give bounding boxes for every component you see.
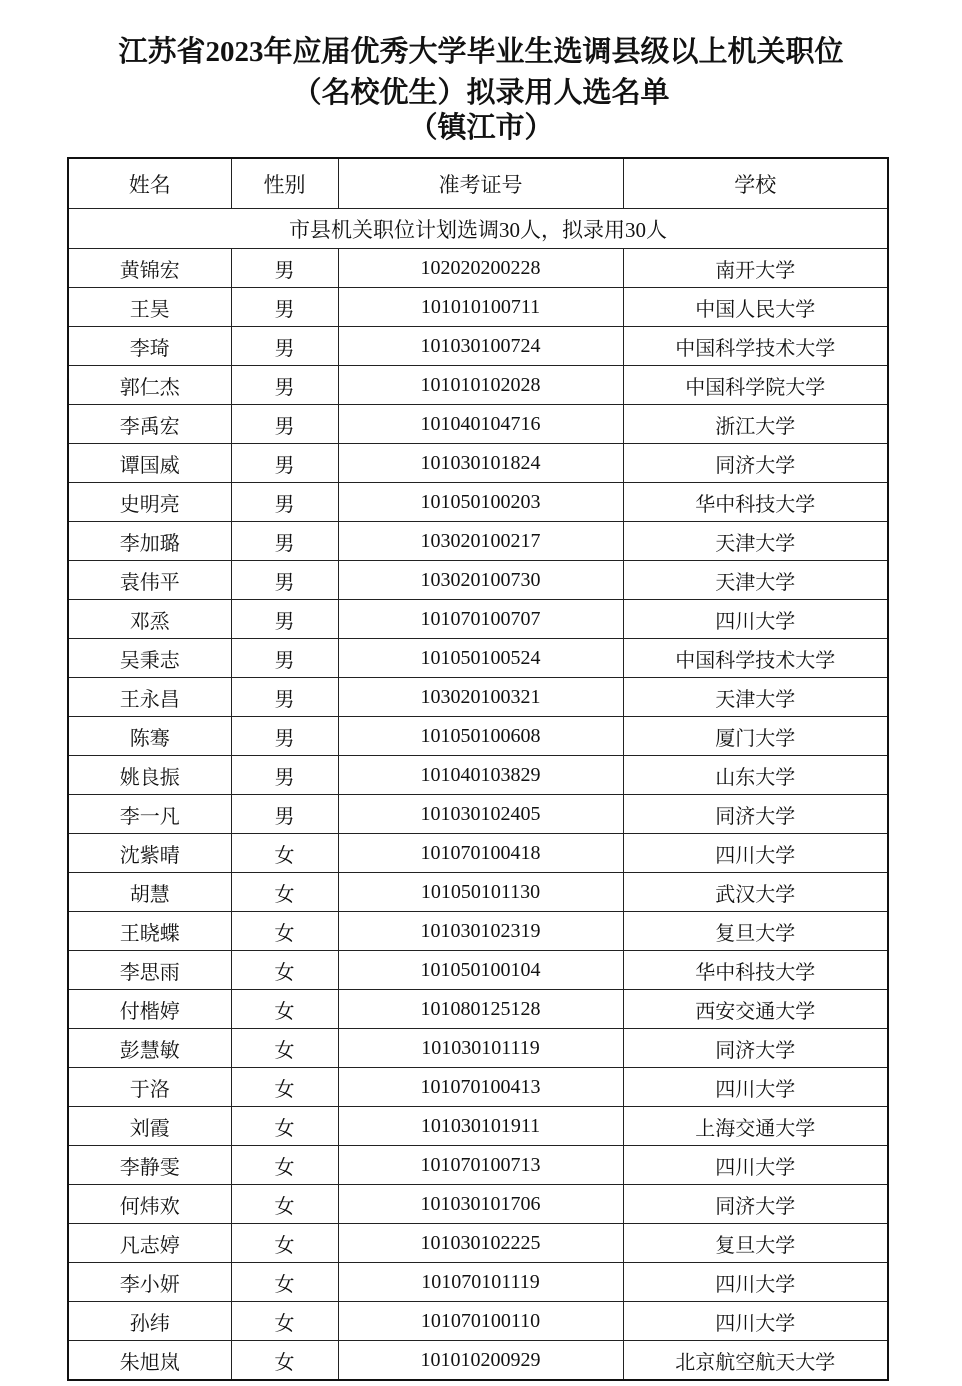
exam-id-cell: 101070100413 bbox=[338, 1068, 623, 1107]
table-row bbox=[68, 366, 888, 405]
table-row bbox=[68, 405, 888, 444]
exam-id-cell: 101030102319 bbox=[338, 912, 623, 951]
exam-id-cell: 101080125128 bbox=[338, 990, 623, 1029]
gender-cell: 男 bbox=[231, 561, 338, 600]
school-cell: 西安交通大学 bbox=[623, 990, 888, 1029]
table-row bbox=[68, 483, 888, 522]
section-label: 市县机关职位计划选调30人，拟录用30人 bbox=[68, 209, 888, 249]
name-cell: 付楷婷 bbox=[68, 990, 231, 1029]
gender-cell: 男 bbox=[231, 756, 338, 795]
gender-cell: 女 bbox=[231, 1224, 338, 1263]
table-row bbox=[68, 561, 888, 600]
table-row bbox=[68, 1107, 888, 1146]
exam-id-cell: 101010200929 bbox=[338, 1341, 623, 1381]
name-cell: 凡志婷 bbox=[68, 1224, 231, 1263]
gender-cell: 女 bbox=[231, 1146, 338, 1185]
gender-cell: 男 bbox=[231, 639, 338, 678]
name-cell: 姚良振 bbox=[68, 756, 231, 795]
name-cell: 彭慧敏 bbox=[68, 1029, 231, 1068]
name-cell: 谭国威 bbox=[68, 444, 231, 483]
table-row bbox=[68, 1029, 888, 1068]
name-cell: 陈骞 bbox=[68, 717, 231, 756]
gender-cell: 女 bbox=[231, 1263, 338, 1302]
table-row bbox=[68, 990, 888, 1029]
table-row bbox=[68, 1146, 888, 1185]
name-cell: 李小妍 bbox=[68, 1263, 231, 1302]
gender-cell: 女 bbox=[231, 834, 338, 873]
exam-id-cell: 101030102225 bbox=[338, 1224, 623, 1263]
school-cell: 同济大学 bbox=[623, 444, 888, 483]
gender-cell: 男 bbox=[231, 600, 338, 639]
table-row bbox=[68, 1263, 888, 1302]
school-cell: 四川大学 bbox=[623, 1068, 888, 1107]
candidate-table bbox=[67, 157, 889, 1381]
school-cell: 四川大学 bbox=[623, 834, 888, 873]
name-cell: 李一凡 bbox=[68, 795, 231, 834]
gender-cell: 女 bbox=[231, 912, 338, 951]
gender-cell: 女 bbox=[231, 1185, 338, 1224]
name-cell: 李思雨 bbox=[68, 951, 231, 990]
table-row bbox=[68, 834, 888, 873]
school-cell: 中国人民大学 bbox=[623, 288, 888, 327]
exam-id-cell: 101030101824 bbox=[338, 444, 623, 483]
school-cell: 同济大学 bbox=[623, 795, 888, 834]
gender-cell: 男 bbox=[231, 522, 338, 561]
school-cell: 四川大学 bbox=[623, 1263, 888, 1302]
school-cell: 天津大学 bbox=[623, 561, 888, 600]
name-cell: 王永昌 bbox=[68, 678, 231, 717]
school-cell: 北京航空航天大学 bbox=[623, 1341, 888, 1381]
school-cell: 四川大学 bbox=[623, 1302, 888, 1341]
header-school: 学校 bbox=[623, 158, 888, 209]
exam-id-cell: 103020100321 bbox=[338, 678, 623, 717]
table-body bbox=[68, 209, 888, 1381]
name-cell: 刘霞 bbox=[68, 1107, 231, 1146]
gender-cell: 男 bbox=[231, 678, 338, 717]
gender-cell: 男 bbox=[231, 483, 338, 522]
table-row bbox=[68, 600, 888, 639]
exam-id-cell: 103020100730 bbox=[338, 561, 623, 600]
exam-id-cell: 101050100608 bbox=[338, 717, 623, 756]
table-row bbox=[68, 327, 888, 366]
school-cell: 四川大学 bbox=[623, 600, 888, 639]
table-row bbox=[68, 795, 888, 834]
school-cell: 武汉大学 bbox=[623, 873, 888, 912]
school-cell: 上海交通大学 bbox=[623, 1107, 888, 1146]
school-cell: 山东大学 bbox=[623, 756, 888, 795]
table-row bbox=[68, 951, 888, 990]
gender-cell: 女 bbox=[231, 990, 338, 1029]
document-title-line-1: 江苏省2023年应届优秀大学毕业生选调县级以上机关职位 bbox=[118, 36, 844, 68]
name-cell: 郭仁杰 bbox=[68, 366, 231, 405]
table-row bbox=[68, 873, 888, 912]
school-cell: 中国科学院大学 bbox=[623, 366, 888, 405]
school-cell: 同济大学 bbox=[623, 1185, 888, 1224]
school-cell: 复旦大学 bbox=[623, 912, 888, 951]
school-cell: 天津大学 bbox=[623, 678, 888, 717]
name-cell: 李加璐 bbox=[68, 522, 231, 561]
table-row bbox=[68, 1302, 888, 1341]
exam-id-cell: 101050100203 bbox=[338, 483, 623, 522]
exam-id-cell: 101040104716 bbox=[338, 405, 623, 444]
name-cell: 吴秉志 bbox=[68, 639, 231, 678]
gender-cell: 男 bbox=[231, 288, 338, 327]
table-row bbox=[68, 1224, 888, 1263]
gender-cell: 男 bbox=[231, 717, 338, 756]
name-cell: 何炜欢 bbox=[68, 1185, 231, 1224]
section-row bbox=[68, 209, 888, 249]
exam-id-cell: 101050100524 bbox=[338, 639, 623, 678]
table-row bbox=[68, 717, 888, 756]
exam-id-cell: 101070101119 bbox=[338, 1263, 623, 1302]
name-cell: 李禹宏 bbox=[68, 405, 231, 444]
name-cell: 王昊 bbox=[68, 288, 231, 327]
gender-cell: 男 bbox=[231, 249, 338, 288]
name-cell: 袁伟平 bbox=[68, 561, 231, 600]
gender-cell: 女 bbox=[231, 1029, 338, 1068]
exam-id-cell: 101010100711 bbox=[338, 288, 623, 327]
table-row bbox=[68, 912, 888, 951]
school-cell: 天津大学 bbox=[623, 522, 888, 561]
exam-id-cell: 101050101130 bbox=[338, 873, 623, 912]
gender-cell: 男 bbox=[231, 327, 338, 366]
header-row bbox=[68, 158, 888, 209]
table-row bbox=[68, 288, 888, 327]
header-exam-id: 准考证号 bbox=[338, 158, 623, 209]
school-cell: 同济大学 bbox=[623, 1029, 888, 1068]
school-cell: 华中科技大学 bbox=[623, 951, 888, 990]
gender-cell: 女 bbox=[231, 873, 338, 912]
name-cell: 史明亮 bbox=[68, 483, 231, 522]
name-cell: 邓烝 bbox=[68, 600, 231, 639]
exam-id-cell: 101030101706 bbox=[338, 1185, 623, 1224]
name-cell: 胡慧 bbox=[68, 873, 231, 912]
school-cell: 厦门大学 bbox=[623, 717, 888, 756]
exam-id-cell: 101040103829 bbox=[338, 756, 623, 795]
school-cell: 南开大学 bbox=[623, 249, 888, 288]
header-gender: 性别 bbox=[231, 158, 338, 209]
school-cell: 复旦大学 bbox=[623, 1224, 888, 1263]
exam-id-cell: 101030102405 bbox=[338, 795, 623, 834]
table-header bbox=[68, 158, 888, 209]
gender-cell: 女 bbox=[231, 951, 338, 990]
table-row bbox=[68, 444, 888, 483]
table-row bbox=[68, 678, 888, 717]
gender-cell: 男 bbox=[231, 405, 338, 444]
document-title-line-2: （名校优生）拟录用人选名单 bbox=[292, 77, 670, 109]
school-cell: 华中科技大学 bbox=[623, 483, 888, 522]
exam-id-cell: 101030101119 bbox=[338, 1029, 623, 1068]
document-title-line-3: （镇江市） bbox=[408, 112, 554, 144]
table-row bbox=[68, 249, 888, 288]
school-cell: 浙江大学 bbox=[623, 405, 888, 444]
school-cell: 四川大学 bbox=[623, 1146, 888, 1185]
name-cell: 黄锦宏 bbox=[68, 249, 231, 288]
exam-id-cell: 101070100713 bbox=[338, 1146, 623, 1185]
exam-id-cell: 101030101911 bbox=[338, 1107, 623, 1146]
exam-id-cell: 101030100724 bbox=[338, 327, 623, 366]
table-row bbox=[68, 1068, 888, 1107]
exam-id-cell: 101010102028 bbox=[338, 366, 623, 405]
exam-id-cell: 103020100217 bbox=[338, 522, 623, 561]
exam-id-cell: 101070100418 bbox=[338, 834, 623, 873]
school-cell: 中国科学技术大学 bbox=[623, 639, 888, 678]
exam-id-cell: 101050100104 bbox=[338, 951, 623, 990]
table-row bbox=[68, 639, 888, 678]
table-row bbox=[68, 522, 888, 561]
gender-cell: 男 bbox=[231, 795, 338, 834]
table-row bbox=[68, 1185, 888, 1224]
gender-cell: 女 bbox=[231, 1068, 338, 1107]
gender-cell: 女 bbox=[231, 1302, 338, 1341]
table-row bbox=[68, 756, 888, 795]
name-cell: 于洛 bbox=[68, 1068, 231, 1107]
header-name: 姓名 bbox=[68, 158, 231, 209]
name-cell: 孙纬 bbox=[68, 1302, 231, 1341]
table-row bbox=[68, 1341, 888, 1381]
exam-id-cell: 101070100110 bbox=[338, 1302, 623, 1341]
name-cell: 李静雯 bbox=[68, 1146, 231, 1185]
exam-id-cell: 102020200228 bbox=[338, 249, 623, 288]
gender-cell: 男 bbox=[231, 366, 338, 405]
gender-cell: 女 bbox=[231, 1107, 338, 1146]
exam-id-cell: 101070100707 bbox=[338, 600, 623, 639]
gender-cell: 男 bbox=[231, 444, 338, 483]
school-cell: 中国科学技术大学 bbox=[623, 327, 888, 366]
name-cell: 沈紫晴 bbox=[68, 834, 231, 873]
name-cell: 李琦 bbox=[68, 327, 231, 366]
name-cell: 王晓蝶 bbox=[68, 912, 231, 951]
name-cell: 朱旭岚 bbox=[68, 1341, 231, 1381]
gender-cell: 女 bbox=[231, 1341, 338, 1381]
